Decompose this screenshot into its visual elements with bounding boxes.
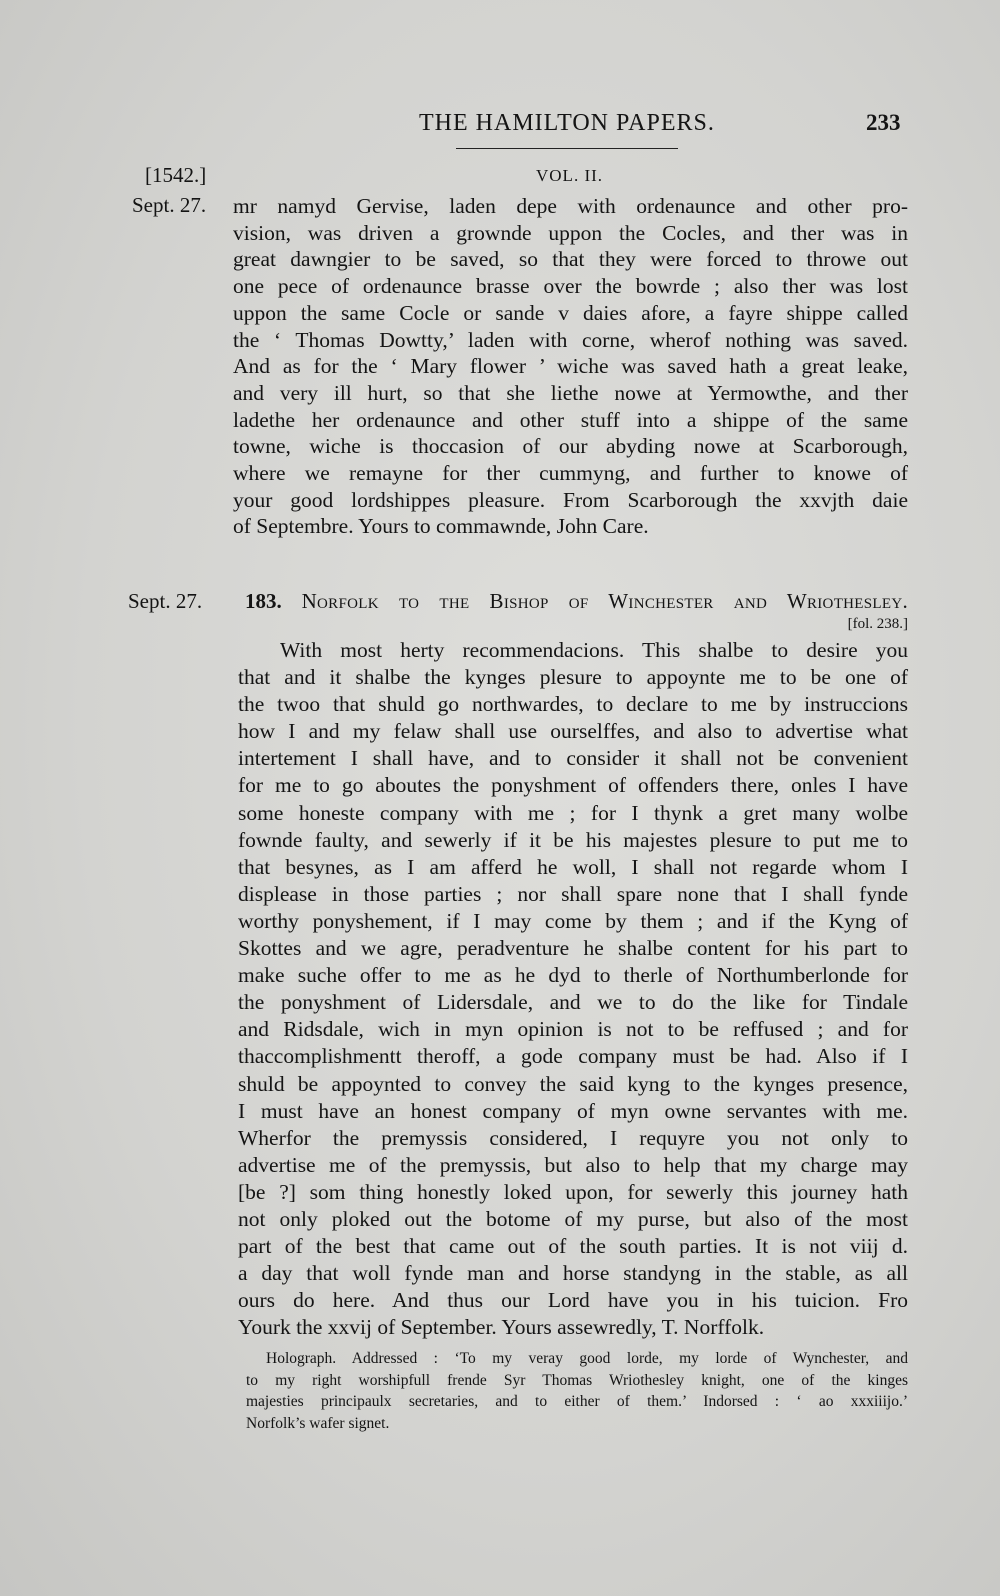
note-line: Norfolk’s wafer signet.	[246, 1414, 390, 1432]
text-line: Yourk the xxvij of September. Yours assewredly, T. Norffolk.	[238, 1315, 765, 1340]
text-line: intertement I shall have, and to consider it shall not be convenient	[238, 746, 908, 771]
text-line: Skottes and we agre, peradventure he shalbe content for his part to	[238, 936, 908, 961]
text-line: a day that woll fynde man and horse standyng in the stable, as all	[238, 1261, 908, 1286]
text-line: some honeste company with me ; for I thynk a gret many wolbe	[238, 800, 908, 825]
text-line: the twoo that shuld go northwardes, to declare to me by instruccions	[238, 692, 908, 717]
text-line: vision, was driven a grownde uppon the Cocles, and ther was in	[233, 220, 908, 245]
margin-date: Sept. 27.	[128, 589, 203, 613]
running-head	[0, 110, 1000, 140]
text-line: With most herty recommendacions. This shalbe to desire you	[280, 638, 908, 662]
note-line: to my right worshipfull frende Syr Thomas Wriothesley knight, one of the kinges	[246, 1371, 908, 1389]
text-line: your good lordshippes pleasure. From Scarborough the xxvjth daie	[233, 487, 908, 512]
note-line: Holograph. Addressed : ‘To my veray good lorde, my lorde of Wynchester, and	[266, 1350, 908, 1367]
text-line: I must have an honest company of myn owne servantes with me.	[238, 1098, 908, 1123]
text-line: of Septembre. Yours to commawnde, John Care.	[233, 514, 649, 539]
text-line: shuld be appoynted to convey the said kyng to the kynges presence,	[238, 1071, 908, 1096]
text-line: thaccomplishmentt theroff, a gode company must be had. Also if I	[238, 1044, 908, 1069]
text-line: And as for the ‘ Mary flower ’ wiche was saved hath a great leake,	[233, 354, 908, 379]
text-line: the ‘ Thomas Dowtty,’ laden with corne, wherof nothing was saved.	[233, 327, 908, 352]
text-line: Wherfor the premyssis considered, I requyre you not only to	[238, 1125, 908, 1150]
text-line: great dawngier to be saved, so that they were forced to throwe out	[233, 247, 908, 272]
text-line: that besynes, as I am afferd he woll, I shall not regarde whom I	[238, 854, 908, 879]
text-line: and Ridsdale, wich in myn opinion is not to be reffused ; and for	[238, 1017, 908, 1042]
entry-number: 183.	[245, 589, 282, 613]
note-line: majesties principaulx secretaries, and to either of them.’ Indorsed : ‘ ao xxxiiijo.’	[246, 1393, 908, 1410]
text-line: displease in those parties ; nor shall spare none that I shall fynde	[238, 881, 908, 906]
editorial-note	[246, 1348, 908, 1434]
volume-label: VOL. II.	[536, 166, 604, 185]
text-line: make suche offer to me as he dyd to therle of Northumberlonde for	[238, 963, 908, 988]
text-line: for me to go aboutes the ponyshment of offenders there, onles I have	[238, 773, 908, 798]
text-line: uppon the same Cocle or sande v daies afore, a fayre shippe called	[233, 300, 908, 325]
running-title: THE HAMILTON PAPERS.	[419, 110, 715, 136]
text-line: fownde faulty, and sewerly if it be his majestes plesure to put me to	[238, 827, 908, 852]
letter-continued	[233, 193, 908, 540]
text-line: not only ploked out the botome of my purse, but also of the most	[238, 1206, 908, 1231]
text-line: advertise me of the premyssis, but also to help that my charge may	[238, 1152, 908, 1177]
text-line: worthy ponyshement, if I may come by them ; and if the Kyng of	[238, 908, 908, 933]
text-line: part of the best that came out of the south parties. It is not viij d.	[238, 1234, 908, 1259]
folio-reference: [fol. 238.]	[847, 616, 908, 632]
text-line: ours do here. And thus our Lord have you in his tuicion. Fro	[238, 1288, 908, 1313]
text-line: one pece of ordenaunce brasse over the bowrde ; also ther was lost	[233, 274, 908, 299]
text-line: that and it shalbe the kynges plesure to appoynte me to be one of	[238, 665, 908, 690]
text-line: [be ?] som thing honestly loked upon, for sewerly this journey hath	[238, 1179, 908, 1204]
text-line: ladethe her ordenaunce and other stuff into a shippe of the same	[233, 407, 908, 432]
year-marker: [1542.]	[145, 163, 207, 187]
text-line: the ponyshment of Lidersdale, and we to do the like for Tindale	[238, 990, 908, 1015]
text-line: mr namyd Gervise, laden depe with ordenaunce and other pro-	[233, 194, 908, 218]
page-number: 233	[866, 110, 901, 135]
entry-title: Norfolk to the Bishop of Winchester and Wriothesley.	[301, 589, 908, 613]
text-line: where we remayne for ther cummyng, and further to knowe of	[233, 461, 908, 486]
text-line: how I and my felaw shall use ourselffes, and also to advertise what	[238, 719, 908, 744]
margin-date: Sept. 27.	[132, 193, 207, 217]
text-line: and very ill hurt, so that she liethe nowe at Yermowthe, and ther	[233, 380, 908, 405]
header-rule	[456, 148, 678, 149]
letter-body	[238, 637, 908, 1341]
text-line: towne, wiche is thoccasion of our abyding nowe at Scarborough,	[233, 434, 908, 459]
entry-heading	[245, 589, 908, 614]
